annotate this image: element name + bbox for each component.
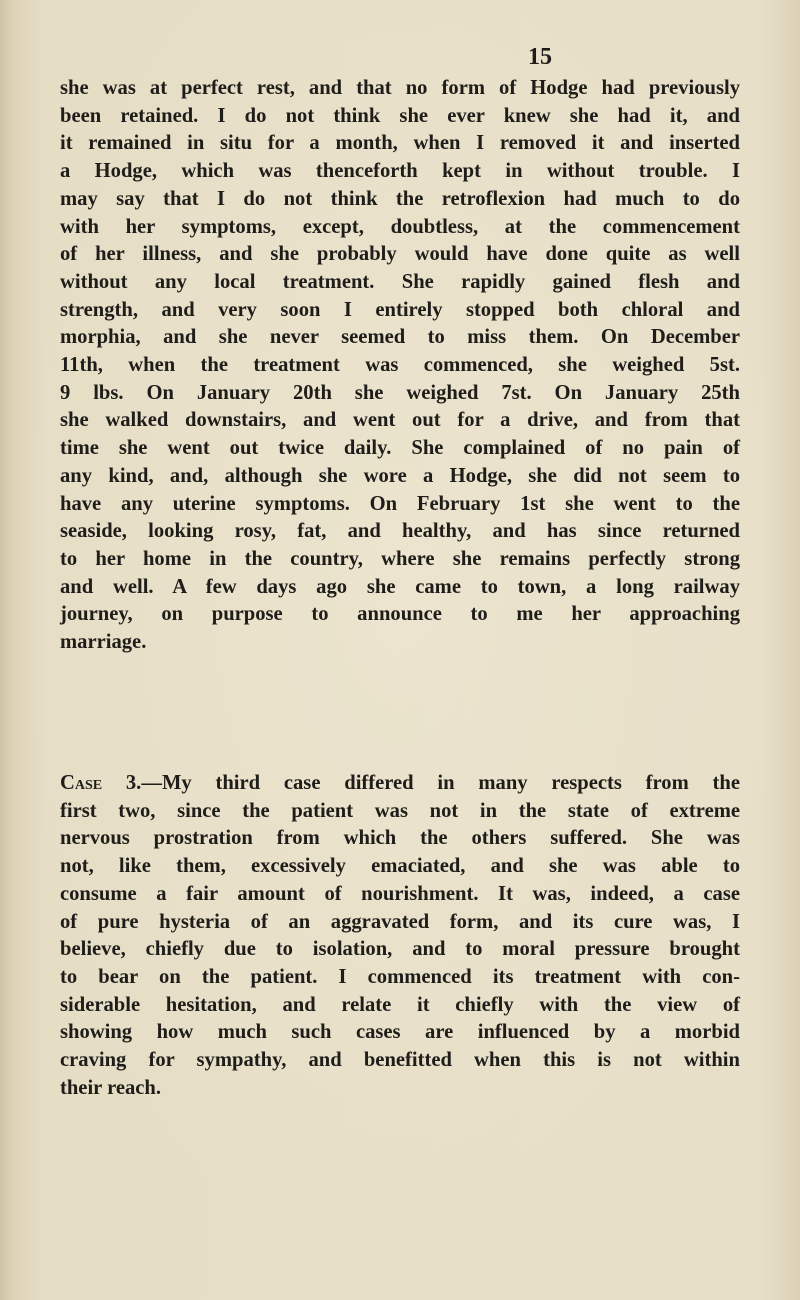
text-line: 11th, when the treatment was commenced, she weighed 5st. <box>60 354 740 377</box>
text-line: it remained in situ for a month, when I removed it and inserted <box>60 132 740 155</box>
text-line: morphia, and she never seemed to miss them. On December <box>60 326 740 349</box>
text-line: seaside, looking rosy, fat, and healthy, and has since returned <box>60 520 740 543</box>
text-line: she walked downstairs, and went out for a drive, and from that <box>60 409 740 432</box>
text-line: and well. A few days ago she came to town, a long railway <box>60 575 740 598</box>
text-line: believe, chiefly due to isolation, and to moral pressure brought <box>60 938 740 961</box>
text-line: to bear on the patient. I commenced its treatment with con- <box>60 965 740 988</box>
text-line: marriage. <box>60 631 147 654</box>
text-line: Case 3.—My third case differed in many respects from the <box>60 772 740 794</box>
text-line: not, like them, excessively emaciated, and she was able to <box>60 855 740 878</box>
text-line: been retained. I do not think she ever knew she had it, and <box>60 104 740 127</box>
text-line: of pure hysteria of an aggravated form, and its cure was, I <box>60 910 740 933</box>
text-line: 9 lbs. On January 20th she weighed 7st. On January 25th <box>60 381 740 404</box>
case-heading: Case 3. <box>60 772 142 794</box>
text-line: strength, and very soon I entirely stopped both chloral and <box>60 298 740 321</box>
text-line: she was at perfect rest, and that no form of Hodge had previously <box>60 77 740 99</box>
text-line: craving for sympathy, and benefitted when this is not within <box>60 1049 740 1072</box>
text-line: consume a fair amount of nourishment. It was, indeed, a case <box>60 882 740 905</box>
text-line: siderable hesitation, and relate it chiefly with the view of <box>60 993 740 1016</box>
text-line: any kind, and, although she wore a Hodge, she did not seem to <box>60 464 740 487</box>
text-line: may say that I do not think the retroflexion had much to do <box>60 187 740 210</box>
text-line: showing how much such cases are influenced by a morbid <box>60 1021 740 1044</box>
text-line: a Hodge, which was thenceforth kept in without trouble. I <box>60 160 740 183</box>
paragraph-1 <box>60 75 740 657</box>
paragraph-2 <box>60 770 740 1102</box>
text-line: nervous prostration from which the others suffered. She was <box>60 827 740 850</box>
text-line: with her symptoms, except, doubtless, at the commencement <box>60 215 740 238</box>
text-line: first two, since the patient was not in the state of extreme <box>60 799 740 822</box>
text-line: journey, on purpose to announce to me her approaching <box>60 603 740 626</box>
page-number: 15 <box>528 44 552 70</box>
text-line: to her home in the country, where she remains perfectly strong <box>60 547 740 570</box>
text-line: of her illness, and she probably would have done quite as well <box>60 243 740 266</box>
text-line: time she went out twice daily. She complained of no pain of <box>60 437 740 460</box>
text-line: without any local treatment. She rapidly gained flesh and <box>60 270 740 293</box>
text-line: their reach. <box>60 1076 162 1099</box>
text-line: have any uterine symptoms. On February 1st she went to the <box>60 492 740 515</box>
